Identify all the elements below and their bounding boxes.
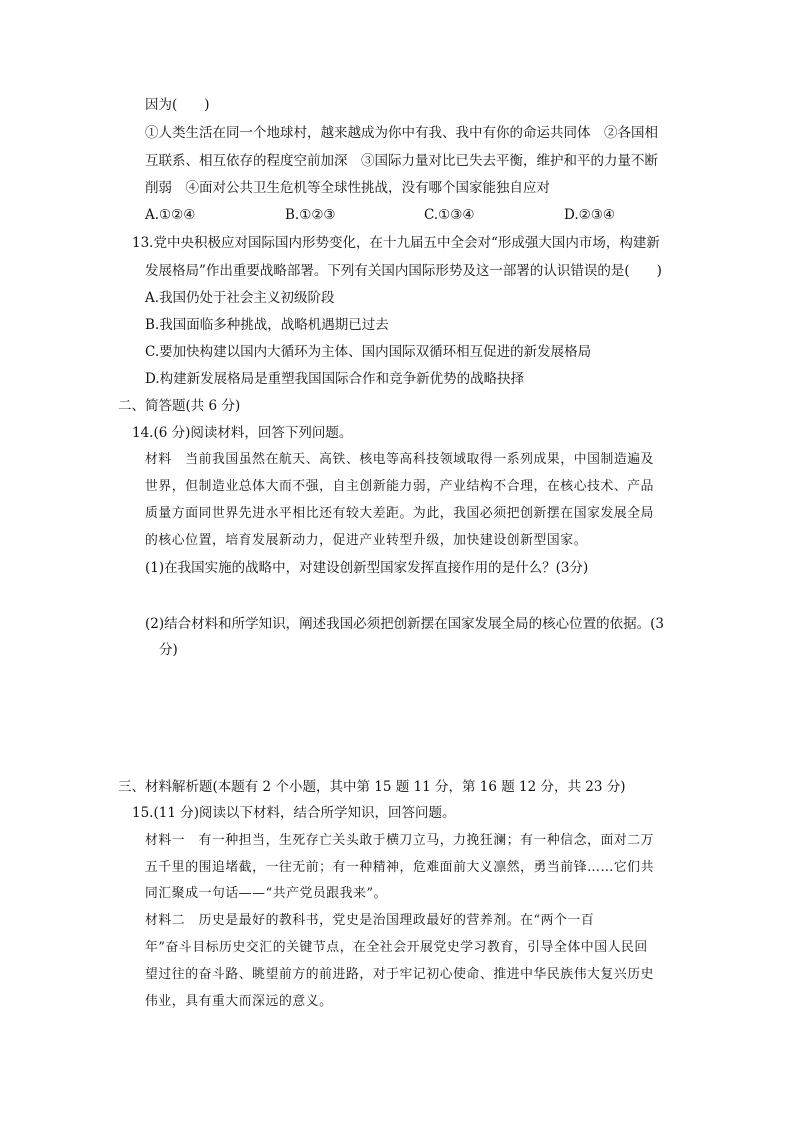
q14-stem: 14.(6 分)阅读材料，回答下列问题。: [132, 425, 353, 441]
q12-option-d: D.②③④: [564, 207, 615, 223]
q12-statement-line: 互联系、相互依存的程度空前加深 ③国际力量对比已失去平衡，维护和平的力量不断: [145, 153, 658, 169]
q14-sub-question-2-cont: 分): [159, 642, 178, 658]
q14-sub-question-1: (1)在我国实施的战略中，对建设创新型国家发挥直接作用的是什么？(3分): [145, 560, 589, 576]
material1-line: 五千里的围追堵截，一往无前；有一种精神，危难面前大义凛然，勇当前锋……它们共: [145, 860, 655, 875]
material2-line: 望过往的奋斗路、眺望前方的前进路，对于牢记初心使命、推进中华民族伟大复兴历史: [145, 967, 655, 982]
q13-stem: 发展格局”作出重要战略部署。下列有关国内国际形势及这一部署的认识错误的是( ): [145, 263, 662, 279]
q13-option-a: A.我国仍处于社会主义初级阶段: [145, 290, 335, 306]
q13-option-d: D.构建新发展格局是重塑我国国际合作和竞争新优势的战略抉择: [145, 371, 525, 387]
material1-line: 材料一 有一种担当，生死存亡关头敢于横刀立马，力挽狂澜；有一种信念，面对二万: [145, 833, 655, 848]
section-title: 三、材料解析题(本题有 2 个小题，其中第 15 题 11 分，第 16 题 12 分，共 23 分): [118, 779, 626, 795]
material2-line: 伟业，具有重大而深远的意义。: [145, 994, 333, 1009]
material-line: 世界，但制造业总体大而不强，自主创新能力弱，产业结构不合理，在核心技术、产品: [145, 479, 655, 494]
q12-option-c: C.①③④: [424, 207, 475, 223]
material-line: 质量方面同世界先进水平相比还有较大差距。为此，我国必须把创新摆在国家发展全局: [145, 506, 655, 521]
q15-stem: 15.(11 分)阅读以下材料，结合所学知识，回答问题。: [132, 805, 456, 821]
q12-continuation: 因为( ): [145, 97, 210, 113]
q13-stem: 13.党中央积极应对国际国内形势变化，在十九届五中全会对“形成强大国内市场，构建新: [132, 235, 660, 251]
q13-option-b: B.我国面临多种挑战，战略机遇期已过去: [145, 317, 389, 333]
section-title: 二、简答题(共 6 分): [118, 398, 241, 414]
q14-sub-question-2: (2)结合材料和所学知识，阐述我国必须把创新摆在国家发展全局的核心位置的依据。(3: [145, 616, 664, 632]
material2-line: 材料二 历史是最好的教科书，党史是治国理政最好的营养剂。在“两个一百: [145, 913, 595, 928]
material2-line: 年”奋斗目标历史交汇的关键节点，在全社会开展党史学习教育，引导全体中国人民回: [145, 940, 648, 955]
material1-line: 同汇聚成一句话——“共产党员跟我来”。: [145, 886, 388, 901]
q12-statement-line: 削弱 ④面对公共卫生危机等全球性挑战，没有哪个国家能独自应对: [145, 180, 550, 196]
q12-option-a: A.①②④: [145, 207, 196, 223]
q12-statement-line: ①人类生活在同一个地球村，越来越成为你中有我、我中有你的命运共同体 ②各国相: [145, 125, 658, 141]
q12-option-b: B.①②③: [285, 207, 336, 223]
q13-option-c: C.要加快构建以国内大循环为主体、国内国际双循环相互促进的新发展格局: [145, 344, 592, 360]
material-line: 的核心位置，培育发展新动力，促进产业转型升级，加快建设创新型国家。: [145, 533, 588, 548]
material-line: 材料 当前我国虽然在航天、高铁、核电等高科技领域取得一系列成果，中国制造遍及: [145, 452, 655, 467]
